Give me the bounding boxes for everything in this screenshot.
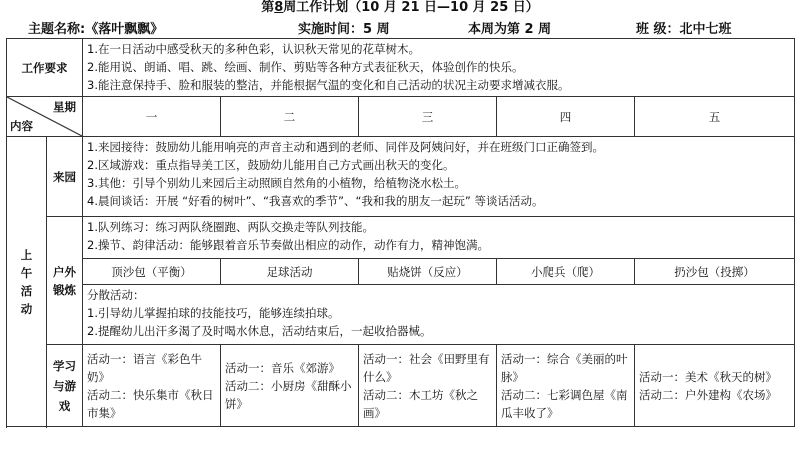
outdoor-daily-mon: 顶沙包（平衡） — [83, 259, 221, 285]
outdoor-daily-thu: 小爬兵（爬） — [497, 259, 635, 285]
outdoor-daily-fri: 扔沙包（投掷） — [635, 259, 795, 285]
outdoor-content — [83, 217, 795, 259]
outdoor-label: 户外 锻炼 — [47, 217, 83, 345]
outdoor-daily-tue: 足球活动 — [221, 259, 359, 285]
learning-tue: 活动一：音乐《郊游》 活动二：小厨房《甜酥小饼》 — [221, 345, 359, 427]
class-name: 班 级：北中七班 — [636, 22, 732, 37]
week-number: 8 — [274, 0, 284, 15]
scatter-item: 分散活动： — [87, 288, 145, 302]
arrival-row — [7, 137, 795, 217]
learning-row — [7, 345, 795, 427]
morning-activity-label: 上 午 活 动 — [7, 137, 47, 427]
arrival-item: 3.其他：引导个别幼儿来园后主动照顾自然角的小植物，给植物浇水松土。 — [87, 176, 466, 190]
scatter-content — [83, 285, 795, 345]
goal-item: 3.能注意保持手、脸和服装的整洁，并能根据气温的变化和自己活动的状况主动要求增减衣服。 — [87, 78, 570, 92]
day-wednesday: 三 — [359, 97, 497, 137]
outdoor-item: 2.操节、韵律活动：能够跟着音乐节奏做出相应的动作，动作有力，精神饱满。 — [87, 238, 489, 252]
day-friday: 五 — [635, 97, 795, 137]
scatter-row — [7, 285, 795, 345]
scatter-item: 1.引导幼儿掌握拍球的技能技巧，能够连续拍球。 — [87, 306, 340, 320]
implement-time: 实施时间：5 周 — [298, 22, 390, 37]
plan-table — [6, 38, 795, 427]
outdoor-daily-row — [7, 259, 795, 285]
learning-wed: 活动一：社会《田野里有什么》 活动二：木工坊《秋之画》 — [359, 345, 497, 427]
day-thursday: 四 — [497, 97, 635, 137]
learning-mon: 活动一：语言《彩色牛奶》 活动二：快乐集市《秋日市集》 — [83, 345, 221, 427]
diagonal-header-cell — [7, 97, 83, 137]
day-monday: 一 — [83, 97, 221, 137]
arrival-content — [83, 137, 795, 217]
arrival-item: 4.晨间谈话：开展 “好看的树叶”、“我喜欢的季节”、“我和我的朋友一起玩” 等谈话活动。 — [87, 194, 544, 208]
day-tuesday: 二 — [221, 97, 359, 137]
current-week: 本周为第 2 周 — [468, 22, 552, 37]
goal-item: 2.能用说、朗诵、唱、跳、绘画、制作、剪贴等各种方式表征秋天，体验创作的快乐。 — [87, 60, 524, 74]
arrival-item: 1.来园接待：鼓励幼儿能用响亮的声音主动和遇到的老师、同伴及阿姨问好，并在班级门口正确签到。 — [87, 140, 604, 154]
goal-item: 1.在一日活动中感受秋天的多种色彩，认识秋天常见的花草树木。 — [87, 42, 420, 56]
arrival-label: 来园 — [47, 137, 83, 217]
arrival-item: 2.区域游戏：重点指导美工区，鼓励幼儿能用自己方式画出秋天的变化。 — [87, 158, 455, 172]
goals-content — [83, 39, 795, 97]
weekday-row — [7, 97, 795, 137]
goals-row — [7, 39, 795, 97]
weekday-label: 星期 — [53, 100, 76, 114]
outdoor-item: 1.队列练习：练习两队绕圈跑、两队交换走等队列技能。 — [87, 220, 374, 234]
learning-fri: 活动一：美术《秋天的树》 活动二：户外建构《农场》 — [635, 345, 795, 427]
content-label: 内容 — [10, 119, 33, 133]
scatter-item: 2.提醒幼儿出汗多渴了及时喝水休息，活动结束后，一起收拾器械。 — [87, 324, 432, 338]
plan-header — [0, 18, 800, 36]
outdoor-daily-wed: 贴烧饼（反应） — [359, 259, 497, 285]
page-title: 第8周工作计划（10 月 21 日—10 月 25 日） — [261, 0, 539, 15]
theme-name: 主题名称:《落叶飘飘》 — [28, 22, 164, 37]
learning-label: 学习 与游 戏 — [47, 345, 83, 427]
learning-thu: 活动一：综合《美丽的叶脉》 活动二：七彩调色屋《南瓜丰收了》 — [497, 345, 635, 427]
goals-label: 工作要求 — [7, 39, 83, 97]
outdoor-row — [7, 217, 795, 259]
